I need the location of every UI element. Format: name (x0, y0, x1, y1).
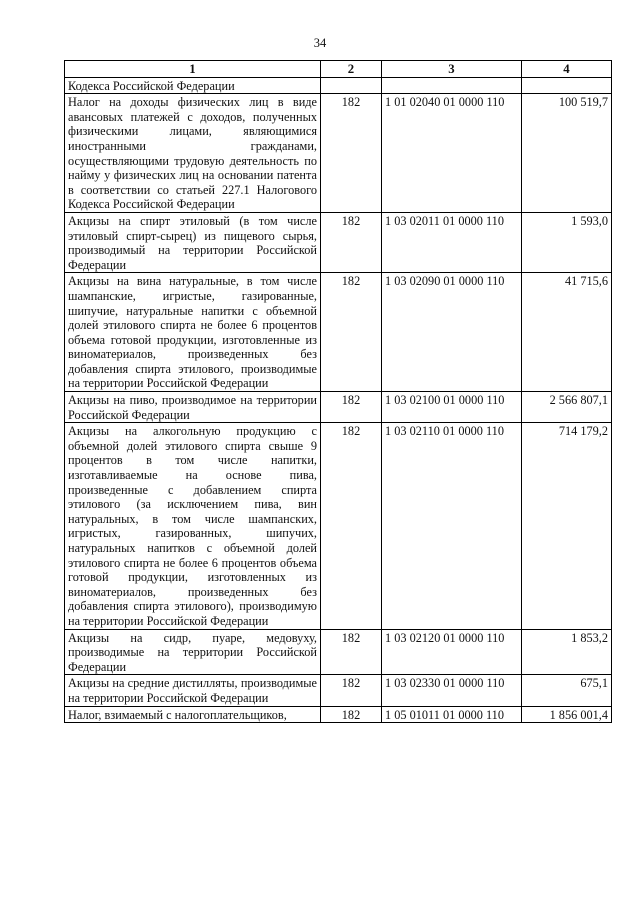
row-budget-code: 1 03 02011 01 0000 110 (382, 212, 522, 272)
page-number: 34 (313, 36, 327, 50)
row-admin-code: 182 (321, 94, 382, 213)
row-amount: 100 519,7 (522, 94, 612, 213)
row-description: Кодекса Российской Федерации (65, 77, 321, 94)
row-budget-code: 1 03 02090 01 0000 110 (382, 273, 522, 392)
column-header-4: 4 (522, 61, 612, 78)
column-header-2: 2 (321, 61, 382, 78)
row-budget-code: 1 01 02040 01 0000 110 (382, 94, 522, 213)
row-description: Акцизы на алкогольную продукцию с объемной долей этилового спирта свыше 9 процентов в том числе напитки, изготавливаемые на основе пива, произведенные с добавлением спирта этилового (за исключением пива, вин натуральных, в том числе шампанских, игристых, газированных, шипучих, натуральных напитков с объемной долей этилового спирта не более 6 процентов объема готовой продукции, изготовленных из виноматериалов, произведенных без добавления спирта этилового), производимую на территории Российской Федерации (65, 423, 321, 629)
row-amount: 1 856 001,4 (522, 706, 612, 723)
row-description: Налог на доходы физических лиц в виде авансовых платежей с доходов, полученных физическими лицами, являющимися иностранными гражданами, осуществляющими трудовую деятельность по найму у физических лиц на основании патента в соответствии со статьей 227.1 Налогового Кодекса Российской Федерации (65, 94, 321, 213)
table-header-row (65, 61, 612, 78)
row-amount: 714 179,2 (522, 423, 612, 629)
row-description: Акцизы на пиво, производимое на территории Российской Федерации (65, 392, 321, 423)
table-row (65, 675, 612, 706)
column-header-3: 3 (382, 61, 522, 78)
row-budget-code: 1 03 02330 01 0000 110 (382, 675, 522, 706)
row-budget-code: 1 05 01011 01 0000 110 (382, 706, 522, 723)
table-row (65, 629, 612, 675)
row-admin-code: 182 (321, 675, 382, 706)
row-amount: 675,1 (522, 675, 612, 706)
row-amount (522, 77, 612, 94)
row-description: Акцизы на сидр, пуаре, медовуху, производимые на территории Российской Федерации (65, 629, 321, 675)
row-amount: 41 715,6 (522, 273, 612, 392)
row-description: Акцизы на спирт этиловый (в том числе этиловый спирт-сырец) из пищевого сырья, производимый на территории Российской Федерации (65, 212, 321, 272)
table-row (65, 77, 612, 94)
table-row (65, 706, 612, 723)
row-admin-code: 182 (321, 392, 382, 423)
row-budget-code: 1 03 02110 01 0000 110 (382, 423, 522, 629)
row-description: Акцизы на вина натуральные, в том числе шампанские, игристые, газированные, шипучие, натуральные напитки с объемной долей этилового спирта не более 6 процентов объема готовой продукции, изготовленные из виноматериалов, произведенных без добавления спирта этилового, производимые на территории Российской Федерации (65, 273, 321, 392)
column-header-1: 1 (65, 61, 321, 78)
revenue-table (64, 60, 612, 723)
row-admin-code: 182 (321, 706, 382, 723)
table-row (65, 423, 612, 629)
row-amount: 1 853,2 (522, 629, 612, 675)
row-admin-code: 182 (321, 629, 382, 675)
row-budget-code: 1 03 02100 01 0000 110 (382, 392, 522, 423)
row-amount: 2 566 807,1 (522, 392, 612, 423)
table-row (65, 273, 612, 392)
row-budget-code (382, 77, 522, 94)
row-admin-code: 182 (321, 212, 382, 272)
row-budget-code: 1 03 02120 01 0000 110 (382, 629, 522, 675)
row-description: Акцизы на средние дистилляты, производимые на территории Российской Федерации (65, 675, 321, 706)
row-admin-code: 182 (321, 273, 382, 392)
table-row (65, 392, 612, 423)
row-admin-code: 182 (321, 423, 382, 629)
table-row (65, 212, 612, 272)
row-description: Налог, взимаемый с налогоплательщиков, (65, 706, 321, 723)
row-amount: 1 593,0 (522, 212, 612, 272)
row-admin-code (321, 77, 382, 94)
table-row (65, 94, 612, 213)
